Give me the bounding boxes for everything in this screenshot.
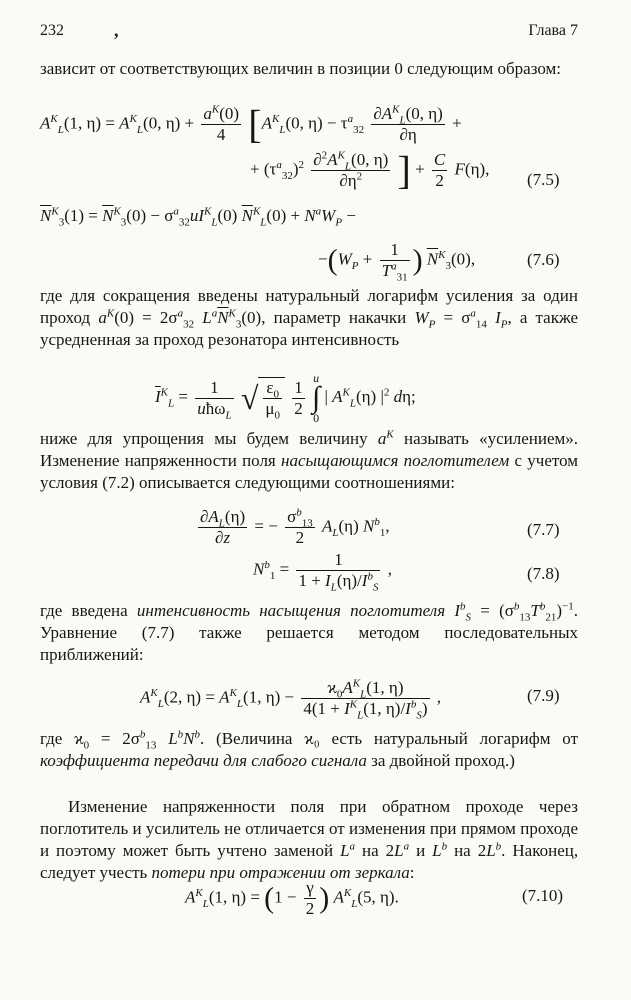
- chapter-title: Глава 7: [528, 22, 578, 39]
- equation-7-5-line2: + $(\tau^a_{32})^2$ $\frac{\partial^2A^K_L(0, \eta)}{\partial\eta^2}$ ] + $\frac{C}{2}$ F(η),: [250, 147, 490, 193]
- paragraph-intro: зависит от соответствующих величин в позиции 0 следующим образом:: [40, 59, 561, 78]
- paragraph-kappa: где $ϰ_0 = 2\sigma^b_{13}$ $L^bN^b$. (Величина ϰ₀ есть натуральный логарифм от коэффициента передачи для слабого сигнала за двойной проход.): [40, 728, 578, 770]
- equation-7-5-line1: $A^K_L(1$, $\eta) = A^K_L(0$, η) + $\frac{a^K(0)}{4}$ [$A^K_L(0$, $\eta) - \tau^a_{32}$ $\frac{\partial A^K_L(0, \eta)}{\partial\eta}$ +: [40, 101, 462, 147]
- para2-text-a: где для сокращения введены натуральный логарифм усиления за один проход: [40, 286, 578, 327]
- para3-text-d: с учетом условия (7.2) описывается следующими соотношениями:: [40, 451, 579, 492]
- paragraph-reverse-pass: Изменение напряженности поля при обратном проходе через поглотитель и усилитель не отличается от изменения при прямом проходе и поэтому может быть учтено заменой $L^a$ на $2L^a$ и $L^b$ на $2L^b$. Наконец, следует учесть потери при отражении от зеркала:: [40, 797, 579, 882]
- equation-number-7-6: (7.6): [527, 250, 560, 269]
- para2-text-c: , а также усредненная за проход резонатора интенсивность: [40, 308, 579, 349]
- para6-text-g: :: [409, 863, 415, 882]
- equation-7-6-line1: $\overline{N}^K_3(1) = \overline{N}^K_3(0) - \sigma^a_{32}uI^K_L(0) \overline{N}^K_L(0) + N^aW_P$ −: [40, 205, 356, 229]
- equation-number-7-7: (7.7): [527, 520, 560, 539]
- para4-text-a: где введена: [40, 601, 128, 620]
- equation-number-7-10: (7.10): [522, 886, 564, 905]
- para5-text-c: за двойной проход.): [371, 751, 515, 770]
- para4-text-c: . Уравнение (7.7) также решается методом последовательных приближений:: [40, 601, 579, 664]
- para5-text-a: (Величина ϰ₀ есть натуральный логарифм от: [216, 729, 578, 748]
- equation-intensity: $\overline{I}^K_L$ = $\frac{1}{uħ\omega_L}$ √ $\frac{\varepsilon_0}{\mu_0}$ $\frac{1}{2}$ u ∫ 0 | $A^K_L(\eta)$ $|^2$ dη;: [155, 371, 416, 425]
- equation-7-7: $\frac{\partial A_L(\eta)}{\partial z}$ = − $\frac{\sigma^b_{13}}{2}$ $A_L(\eta)$ $N^b_1$,: [200, 506, 390, 547]
- equation-number-7-5: (7.5): [527, 170, 560, 189]
- para5-lead: где: [40, 729, 63, 748]
- para2-text-b: , параметр накачки: [261, 308, 407, 327]
- para5-italic-transmission: коэффициента передачи для слабого сигнала: [40, 751, 367, 770]
- para6-text-b: на: [362, 841, 379, 860]
- para6-text-a: Изменение напряженности поля при обратном проходе через поглотитель и усилитель не отличается от изменения при прямом проходе и поэтому может быть учтено заменой: [40, 797, 578, 860]
- para3-text-a: ниже для упрощения мы будем величину: [40, 429, 368, 448]
- equation-number-7-9: (7.9): [527, 686, 560, 705]
- page-header: [40, 22, 578, 42]
- equation-7-9: $A^K_L(2$, $\eta) = A^K_L(1$, η) − $\frac{ϰ_0A^K_L(1, \eta)}{4(1 + I^K_L(1, \eta)/I^b_S)}$ ,: [140, 677, 442, 722]
- para3-text-b: называть «усилением». Изменение напряженности поля: [40, 429, 579, 470]
- paragraph-absorber: ниже для упрощения мы будем величину $a^K$ называть «усилением». Изменение напряженности поля насыщающимся поглотителем с учетом условия (7.2) описывается следующими соотношениями:: [40, 428, 579, 492]
- equation-number-7-8: (7.8): [527, 564, 560, 583]
- equation-7-8: $N^b_1$ = $\frac{1}{1 + I_L(\eta)/I^b_S}$ ,: [253, 550, 392, 594]
- paragraph-saturation: где введена интенсивность насыщения поглотителя $I^b_S = (\sigma^b_{13}T^b_{21})^{-1}$. Уравнение (7.7) также решается методом последовательных приближений:: [40, 600, 579, 664]
- para6-italic-losses: потери при отражении от зеркала: [151, 863, 410, 882]
- equation-7-10: $A^K_L(1$, η) = (1 − $\frac{\gamma}{2}$ ) $A^K_L(5$, η).: [185, 878, 399, 918]
- para6-text-c: и: [416, 841, 426, 860]
- stray-mark: ,: [114, 20, 119, 40]
- para6-text-e: . Наконец, следует учесть: [40, 841, 579, 882]
- para6-text-d: на: [454, 841, 471, 860]
- para3-italic-absorber: насыщающимся поглотителем: [281, 451, 510, 470]
- para4-italic-saturation: интенсивность насыщения поглотителя: [136, 601, 446, 620]
- page-number: 232: [40, 22, 64, 39]
- equation-7-6-line2: $-(W_P$ + $\frac{1}{T^a_{31}}$ ) $\overline{N}^K_3(0)$,: [318, 240, 476, 284]
- paragraph-definitions: где для сокращения введены натуральный логарифм усиления за один проход $a^K(0) = 2\sigma^a_{32}$ $L^a\overline{N}^K_3(0)$, параметр накачки $W_P = \sigma^a_{14}$ $I_P$, а также усредненная за проход резонатора интенсивность: [40, 286, 579, 349]
